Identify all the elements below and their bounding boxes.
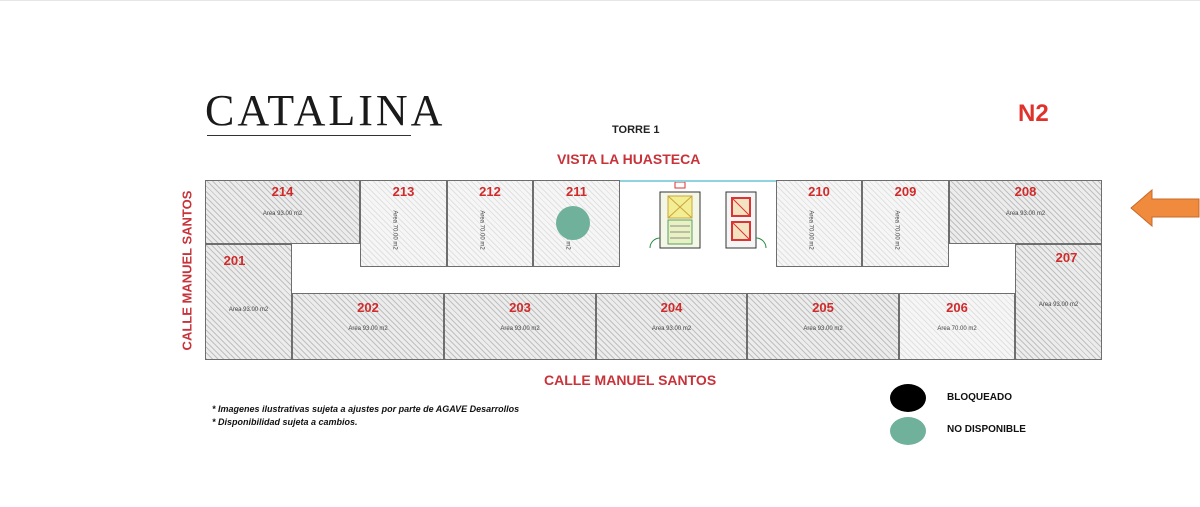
- unit-number: 205: [812, 300, 834, 315]
- unit-209[interactable]: [862, 180, 949, 267]
- unit-number: 203: [509, 300, 531, 315]
- arrow-left-icon: [1130, 188, 1200, 228]
- unit-202[interactable]: [292, 293, 444, 360]
- unit-number: 211: [566, 184, 587, 199]
- unit-number: 213: [392, 184, 415, 199]
- legend-swatch-bloqueado: [890, 384, 926, 412]
- unit-area: Area 93.00 m2: [651, 326, 692, 332]
- note-line: * Disponibilidad sujeta a cambios.: [212, 417, 358, 427]
- unit-212[interactable]: [447, 180, 533, 267]
- unit-210[interactable]: [776, 180, 862, 267]
- level-label: N2: [1018, 100, 1049, 127]
- unit-area: Area 93.00 m2: [262, 211, 303, 217]
- unit-area: Area 70.00 m2: [391, 210, 398, 250]
- unit-area: Area 93.00 m2: [803, 326, 843, 332]
- top-divider: [0, 0, 1200, 1]
- logo-underline: [207, 135, 411, 136]
- unit-208[interactable]: [949, 180, 1102, 244]
- unit-number: 214: [271, 184, 294, 199]
- unit-area: Area 93.00 m2: [1005, 211, 1046, 217]
- brand-logo: CATALINA: [205, 86, 446, 135]
- no-disponible-marker: [556, 206, 590, 240]
- unit-211[interactable]: [533, 180, 620, 267]
- street-label-side: CALLE MANUEL SANTOS: [179, 190, 195, 351]
- tower-label: TORRE 1: [612, 124, 660, 136]
- unit-area: Area 93.00 m2: [500, 326, 540, 332]
- unit-205[interactable]: [747, 293, 899, 360]
- unit-204[interactable]: [596, 293, 747, 360]
- unit-area: Area 70.00 m2: [937, 326, 977, 332]
- note-line: * Imagenes ilustrativas sujeta a ajustes por parte de AGAVE Desarrollos: [212, 404, 520, 414]
- unit-203[interactable]: [444, 293, 596, 360]
- unit-number: 202: [357, 300, 379, 315]
- unit-area: Area 70.00 m2: [478, 210, 485, 250]
- unit-number: 207: [1055, 250, 1078, 265]
- unit-206[interactable]: [899, 293, 1015, 360]
- view-label: VISTA LA HUASTECA: [557, 151, 701, 167]
- stair-elevator-core: [620, 180, 776, 248]
- unit-number: 212: [479, 184, 501, 199]
- unit-number: 210: [808, 184, 830, 199]
- unit-207[interactable]: [1015, 244, 1102, 360]
- stair-core-icon: [620, 182, 776, 250]
- legend-label-no-disponible: NO DISPONIBLE: [947, 424, 1026, 435]
- unit-213[interactable]: [360, 180, 447, 267]
- unit-area: Area 70.00 m2: [807, 210, 814, 250]
- unit-number: 206: [946, 300, 968, 315]
- unit-area: Area 93.00 m2: [1038, 302, 1079, 308]
- unit-number: 201: [223, 253, 246, 268]
- unit-number: 204: [660, 300, 683, 315]
- unit-number: 209: [894, 184, 917, 199]
- unit-201[interactable]: [205, 244, 292, 360]
- unit-area: Area 70.00 m2: [893, 210, 900, 250]
- legend-label-bloqueado: BLOQUEADO: [947, 392, 1012, 403]
- unit-214[interactable]: [205, 180, 360, 244]
- unit-number: 208: [1014, 184, 1037, 199]
- legend-swatch-no-disponible: [890, 417, 926, 445]
- unit-area: Area 93.00 m2: [348, 326, 388, 332]
- disclaimer-notes: [212, 403, 519, 429]
- unit-area: Area 93.00 m2: [228, 307, 269, 313]
- street-label-bottom: CALLE MANUEL SANTOS: [544, 372, 717, 388]
